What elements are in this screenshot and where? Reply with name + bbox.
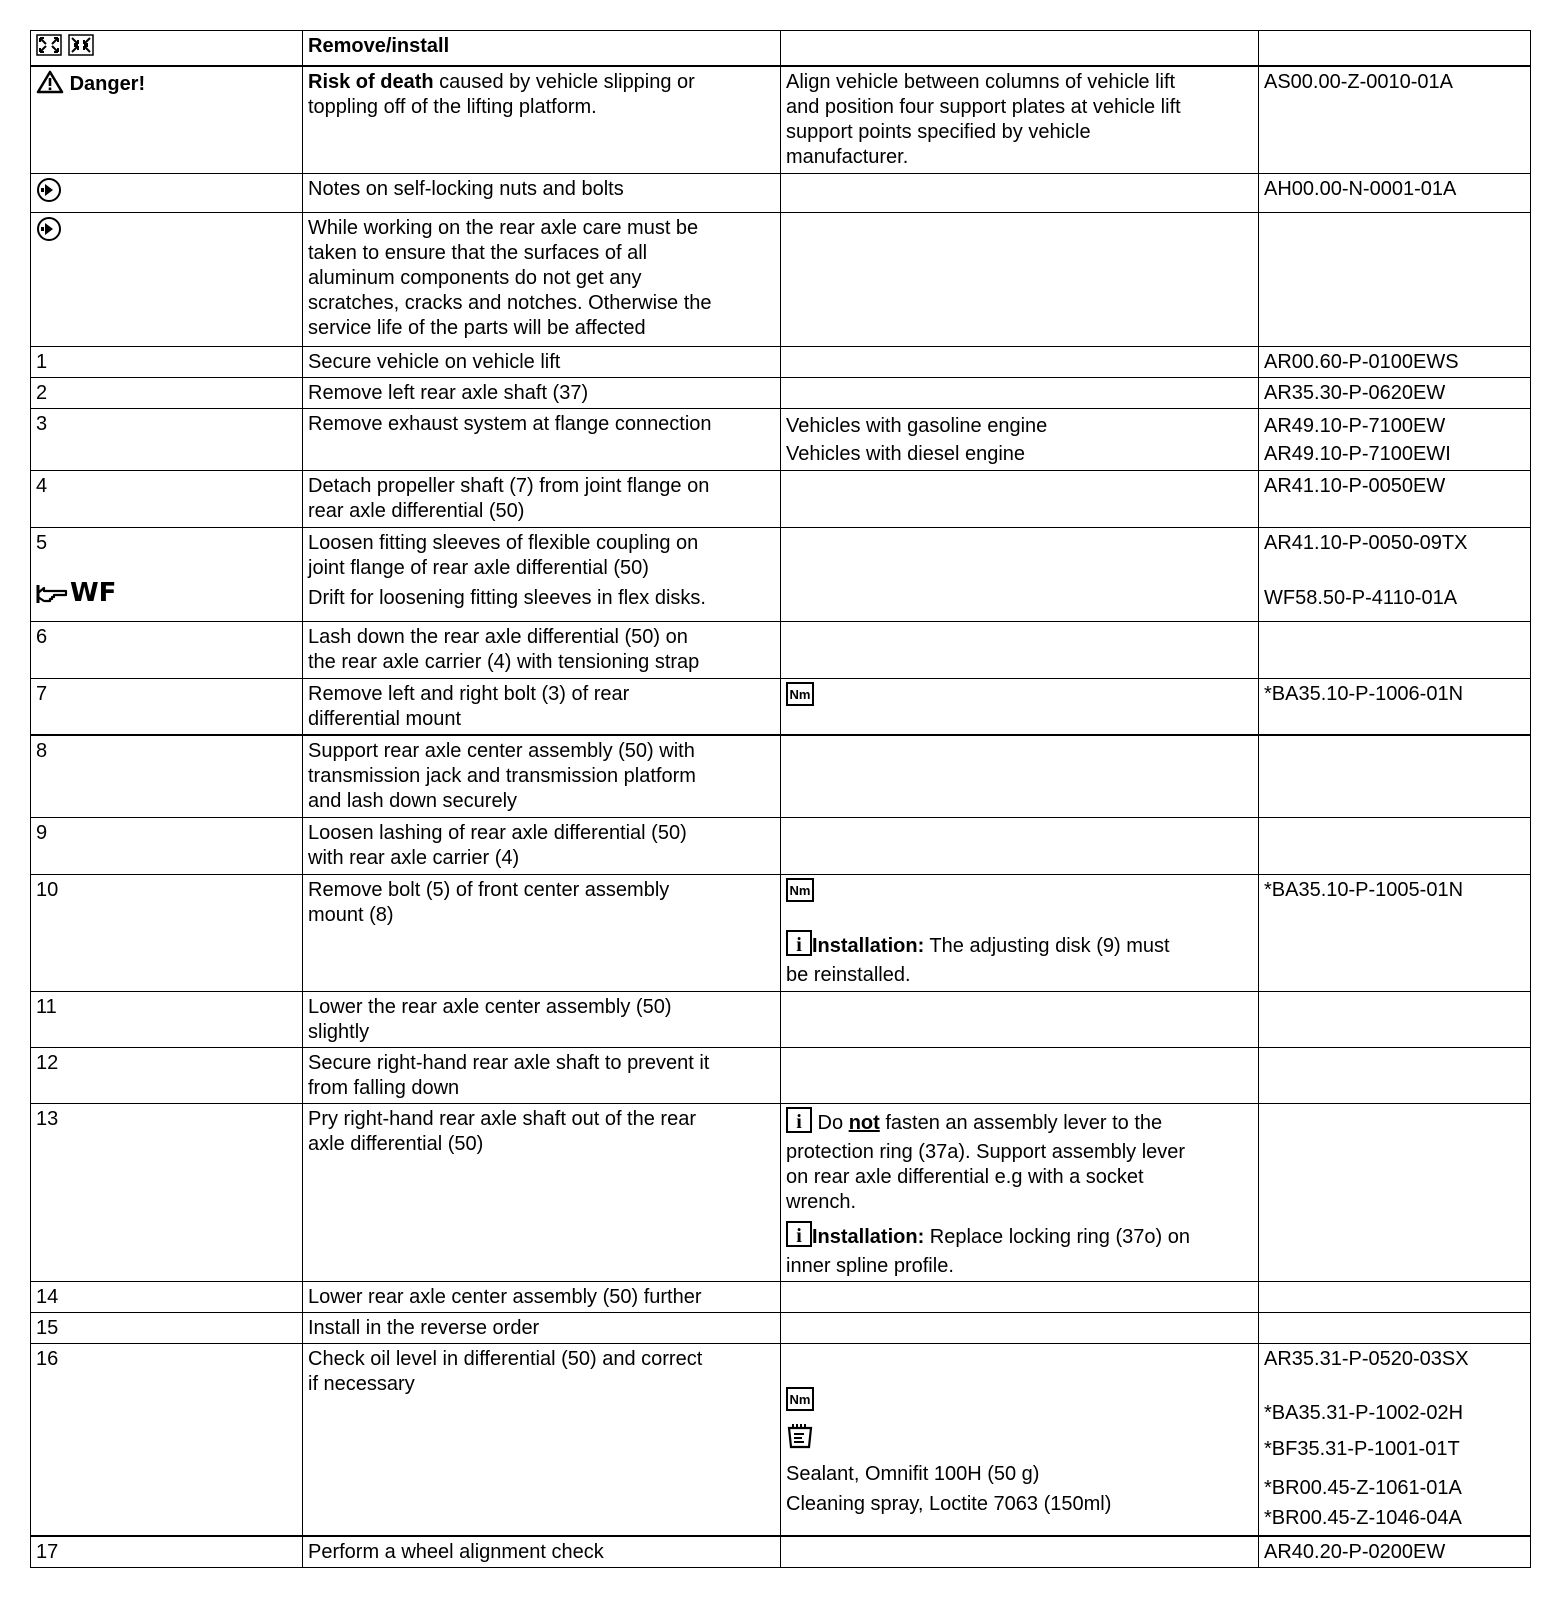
- step-ref[interactable]: *BA35.10-P-1005-01N: [1259, 875, 1531, 992]
- step-text: Support rear axle center assembly (50) with: [308, 739, 695, 762]
- step-text-cell: [303, 992, 781, 1048]
- step-text-cell: [303, 875, 781, 992]
- nm-icon-text: Nm: [789, 686, 811, 702]
- empty-cell: [1259, 1104, 1531, 1282]
- step-text: differential mount: [308, 707, 462, 730]
- empty-cell: [1259, 992, 1531, 1048]
- danger-note-line: support points specified by vehicle: [786, 121, 1091, 143]
- step-row: [31, 992, 1531, 1048]
- step-number-cell: [31, 527, 303, 621]
- step-text: if necessary: [308, 1373, 415, 1395]
- header-empty-3: [781, 31, 1259, 67]
- installation-text-2: be reinstalled.: [786, 964, 911, 986]
- wf-ref[interactable]: WF58.50-P-4110-01A: [1264, 586, 1458, 609]
- installation-text: Replace locking ring (37o) on: [924, 1226, 1190, 1248]
- note-aluminum-line: While working on the rear axle care must be: [308, 216, 699, 239]
- note-arrow-icon: [36, 177, 62, 210]
- step-text-cell: [303, 1104, 781, 1282]
- empty-cell: [781, 470, 1259, 527]
- step-number: 2: [31, 377, 303, 408]
- step-text: Lower the rear axle center assembly (50): [308, 996, 672, 1018]
- installation-text: The adjusting disk (9) must: [924, 935, 1170, 957]
- wf-marker: [36, 577, 297, 612]
- step-text: and lash down securely: [308, 789, 518, 812]
- note-aluminum-cell: [303, 212, 781, 346]
- step-text-cell: [303, 678, 781, 735]
- step-ref[interactable]: *BA35.10-P-1006-01N: [1259, 678, 1531, 735]
- step-number: 11: [31, 992, 303, 1048]
- empty-cell: [1259, 735, 1531, 818]
- empty-cell: [781, 173, 1259, 212]
- danger-ref[interactable]: AS00.00-Z-0010-01A: [1259, 66, 1531, 173]
- step-ref-cell: [1259, 527, 1531, 621]
- step-text: joint flange of rear axle differential (50): [308, 556, 649, 579]
- danger-note-line: and position four support plates at vehicle lift: [786, 96, 1181, 118]
- wf-text: Drift for loosening fitting sleeves in flex disks.: [308, 586, 706, 609]
- empty-cell: [1259, 1313, 1531, 1344]
- header-title: Remove/install: [303, 31, 781, 67]
- warning-triangle-icon: [36, 70, 64, 101]
- step-note-cell: [781, 1104, 1259, 1282]
- step-text: Install in the reverse order: [303, 1313, 781, 1344]
- step-note-cell: [781, 875, 1259, 992]
- step-text: Lash down the rear axle differential (50) on: [308, 625, 688, 648]
- note-not: not: [848, 1112, 880, 1134]
- step-ref[interactable]: *BF35.31-P-1001-01T: [1264, 1438, 1460, 1460]
- step-row: [31, 735, 1531, 818]
- step-number: 10: [31, 875, 303, 992]
- step-ref[interactable]: AR49.10-P-7100EWI: [1264, 442, 1451, 465]
- step-ref[interactable]: AR35.30-P-0620EW: [1259, 377, 1531, 408]
- step-note: Vehicles with diesel engine: [786, 442, 1026, 465]
- note-arrow-icon: [36, 216, 62, 249]
- step-text: rear axle differential (50): [308, 499, 525, 522]
- step-text-cell: [303, 527, 781, 621]
- step-number: 8: [31, 735, 303, 818]
- wf-label: WF: [70, 577, 117, 608]
- info-icon-text: i: [796, 934, 802, 956]
- step-row: [31, 346, 1531, 377]
- step-text: Perform a wheel alignment check: [303, 1536, 781, 1568]
- note-pre: Do: [812, 1112, 849, 1134]
- info-icon: [786, 1107, 812, 1140]
- table-header-row: [31, 31, 1531, 67]
- step-row: [31, 1344, 1531, 1537]
- empty-cell: [1259, 818, 1531, 875]
- step-number: 16: [31, 1344, 303, 1537]
- step-row: [31, 1104, 1531, 1282]
- sealant-text: Sealant, Omnifit 100H (50 g): [786, 1463, 1040, 1485]
- step-row: [31, 621, 1531, 678]
- step-ref-cell: [1259, 408, 1531, 470]
- info-icon-text: i: [796, 1225, 802, 1247]
- step-number: 17: [31, 1536, 303, 1568]
- step-text: Secure right-hand rear axle shaft to prevent it: [308, 1052, 710, 1074]
- step-text-cell: [303, 621, 781, 678]
- note-aluminum-line: taken to ensure that the surfaces of all: [308, 241, 648, 264]
- step-row: [31, 678, 1531, 735]
- torque-nm-icon[interactable]: [786, 682, 814, 713]
- empty-cell: [781, 1536, 1259, 1568]
- empty-cell: [781, 1282, 1259, 1313]
- risk-text-2: toppling off of the lifting platform.: [308, 96, 597, 118]
- empty-cell: [1259, 621, 1531, 678]
- collapse-icon[interactable]: [68, 34, 94, 63]
- step-number: 3: [31, 408, 303, 470]
- empty-cell: [781, 621, 1259, 678]
- step-text-cell: [303, 470, 781, 527]
- step-row: [31, 377, 1531, 408]
- step-row: [31, 1048, 1531, 1104]
- step-text: Remove bolt (5) of front center assembly: [308, 879, 670, 901]
- step-ref[interactable]: AR49.10-P-7100EW: [1264, 414, 1446, 437]
- empty-cell: [781, 992, 1259, 1048]
- torque-nm-icon[interactable]: [786, 1387, 814, 1418]
- step-number: 12: [31, 1048, 303, 1104]
- step-row: [31, 1313, 1531, 1344]
- step-ref[interactable]: AR41.10-P-0050EW: [1259, 470, 1531, 527]
- installation-label: Installation:: [812, 935, 925, 957]
- empty-cell: [781, 735, 1259, 818]
- step-text: Remove exhaust system at flange connection: [303, 408, 781, 470]
- danger-note-line: Align vehicle between columns of vehicle lift: [786, 71, 1176, 93]
- empty-cell: [781, 1048, 1259, 1104]
- empty-cell: [781, 377, 1259, 408]
- step-note-cell: [781, 408, 1259, 470]
- note-post: fasten an assembly lever to the: [879, 1112, 1163, 1134]
- info-icon: [786, 930, 812, 963]
- step-text: from falling down: [308, 1077, 460, 1099]
- step-row: [31, 470, 1531, 527]
- danger-note-line: manufacturer.: [786, 146, 909, 168]
- step-row: [31, 1282, 1531, 1313]
- note-selflocking-ref[interactable]: AH00.00-N-0001-01A: [1259, 173, 1531, 212]
- step-text: Detach propeller shaft (7) from joint flange on: [308, 474, 710, 497]
- step-note: Vehicles with gasoline engine: [786, 414, 1048, 437]
- step-ref[interactable]: *BR00.45-Z-1061-01A: [1264, 1477, 1462, 1499]
- step-number: 15: [31, 1313, 303, 1344]
- step-text-cell: [303, 1344, 781, 1537]
- step-text: with rear axle carrier (4): [308, 847, 520, 869]
- note-rest: wrench.: [786, 1191, 857, 1213]
- note-aluminum-line: service life of the parts will be affected: [308, 316, 646, 339]
- header-empty-4: [1259, 31, 1531, 67]
- danger-cell: [31, 66, 303, 173]
- header-icons-cell: [31, 31, 303, 67]
- step-text: Secure vehicle on vehicle lift: [303, 346, 781, 377]
- step-ref-cell: [1259, 1344, 1531, 1537]
- empty-cell: [1259, 1048, 1531, 1104]
- step-text: mount (8): [308, 904, 394, 926]
- cleaning-text: Cleaning spray, Loctite 7063 (150ml): [786, 1493, 1112, 1515]
- step-ref[interactable]: AR00.60-P-0100EWS: [1259, 346, 1531, 377]
- step-row: [31, 818, 1531, 875]
- step-number: 1: [31, 346, 303, 377]
- info-icon: [786, 1221, 812, 1254]
- step-text-cell: [303, 1048, 781, 1104]
- expand-icon[interactable]: [36, 34, 62, 63]
- note-rest: on rear axle differential e.g with a socket: [786, 1166, 1144, 1188]
- step-ref[interactable]: *BA35.31-P-1002-02H: [1264, 1402, 1464, 1424]
- step-number: 5: [36, 531, 48, 554]
- empty-cell: [1259, 212, 1531, 346]
- risk-text: caused by vehicle slipping or: [433, 71, 695, 93]
- installation-text-2: inner spline profile.: [786, 1255, 954, 1277]
- step-text-cell: [303, 735, 781, 818]
- empty-cell: [781, 1313, 1259, 1344]
- note-icon-cell: [31, 173, 303, 212]
- note-row-aluminum: [31, 212, 1531, 346]
- empty-cell: [781, 527, 1259, 621]
- note-aluminum-line: aluminum components do not get any: [308, 266, 642, 289]
- note-rest: protection ring (37a). Support assembly lever: [786, 1141, 1186, 1163]
- step-text: the rear axle carrier (4) with tensioning strap: [308, 650, 700, 673]
- note-selflocking-text: Notes on self-locking nuts and bolts: [303, 173, 781, 212]
- step-text: Remove left and right bolt (3) of rear: [308, 682, 630, 705]
- empty-cell: [781, 346, 1259, 377]
- step-text: Check oil level in differential (50) and correct: [308, 1348, 703, 1370]
- step-ref[interactable]: AR41.10-P-0050-09TX: [1264, 531, 1468, 554]
- risk-bold: Risk of death: [308, 71, 434, 93]
- step-row: [31, 875, 1531, 992]
- step-row: [31, 527, 1531, 621]
- nm-icon-text: Nm: [789, 883, 811, 898]
- note-icon-cell: [31, 212, 303, 346]
- step-text: Loosen lashing of rear axle differential (50): [308, 822, 687, 844]
- step-text: Pry right-hand rear axle shaft out of the rear: [308, 1108, 696, 1130]
- fluid-capacity-icon[interactable]: [786, 1423, 814, 1456]
- empty-cell: [781, 818, 1259, 875]
- step-note-cell: [781, 1344, 1259, 1537]
- step-number: 7: [31, 678, 303, 735]
- pointing-hand-icon: [36, 583, 70, 612]
- nm-icon-text: Nm: [789, 1392, 811, 1407]
- step-number: 6: [31, 621, 303, 678]
- empty-cell: [1259, 1282, 1531, 1313]
- step-row: [31, 1536, 1531, 1568]
- danger-row: [31, 66, 1531, 173]
- step-number: 4: [31, 470, 303, 527]
- info-icon-text: i: [796, 1111, 802, 1133]
- danger-note-cell: [781, 66, 1259, 173]
- step-text: axle differential (50): [308, 1133, 484, 1155]
- step-text: slightly: [308, 1021, 370, 1043]
- step-text: Lower rear axle center assembly (50) further: [303, 1282, 781, 1313]
- installation-label: Installation:: [812, 1226, 925, 1248]
- procedure-table: [30, 30, 1531, 1568]
- step-text-cell: [303, 818, 781, 875]
- step-text: Loosen fitting sleeves of flexible coupling on: [308, 531, 699, 554]
- danger-label: Danger!: [69, 73, 146, 95]
- step-number: 9: [31, 818, 303, 875]
- step-text: Remove left rear axle shaft (37): [303, 377, 781, 408]
- step-ref[interactable]: *BR00.45-Z-1046-04A: [1264, 1507, 1462, 1529]
- step-number: 13: [31, 1104, 303, 1282]
- step-ref[interactable]: AR35.31-P-0520-03SX: [1264, 1348, 1469, 1370]
- note-row-selflocking: [31, 173, 1531, 212]
- step-number: 14: [31, 1282, 303, 1313]
- danger-text-cell: [303, 66, 781, 173]
- torque-nm-icon[interactable]: [786, 878, 814, 909]
- torque-cell: [781, 678, 1259, 735]
- note-aluminum-line: scratches, cracks and notches. Otherwise the: [308, 291, 712, 314]
- step-text: transmission jack and transmission platform: [308, 764, 696, 787]
- step-row: [31, 408, 1531, 470]
- step-ref[interactable]: AR40.20-P-0200EW: [1259, 1536, 1531, 1568]
- empty-cell: [781, 212, 1259, 346]
